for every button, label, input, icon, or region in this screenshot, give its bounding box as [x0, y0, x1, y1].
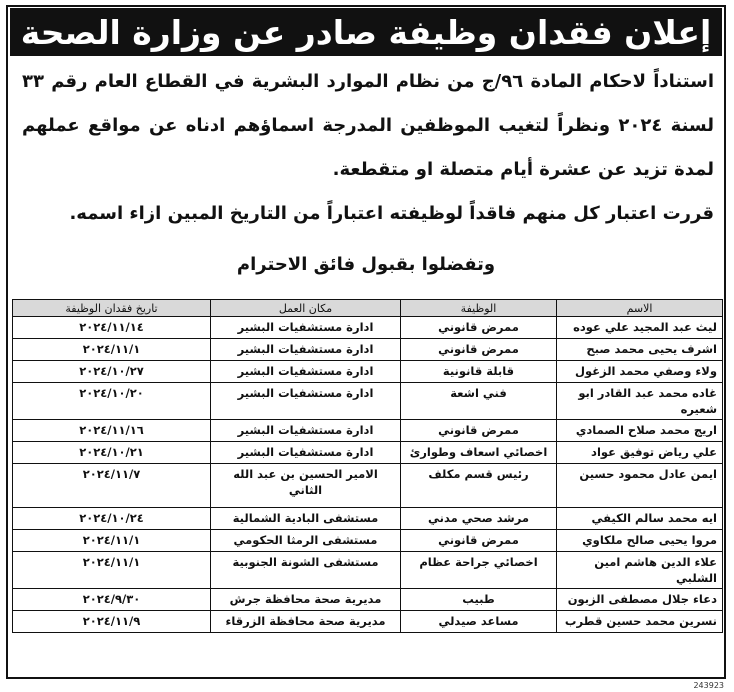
table-row: [13, 383, 723, 420]
table-row: [13, 420, 723, 442]
header-name: الاسم: [557, 300, 723, 317]
cell-name: اشرف يحيى محمد صبح: [557, 339, 723, 361]
cell-name: علي رياض توفيق عواد: [557, 442, 723, 464]
cell-workplace: مستشفى الرمثا الحكومي: [211, 530, 401, 552]
cell-workplace: ادارة مستشفيات البشير: [211, 442, 401, 464]
cell-job: اخصائي جراحة عظام: [401, 552, 557, 589]
cell-loss-date: ٢٠٢٤/١١/٩: [13, 611, 211, 633]
header-job: الوظيفة: [401, 300, 557, 317]
cell-job: فني اشعة: [401, 383, 557, 420]
cell-workplace: مديرية صحة محافظة الزرقاء: [211, 611, 401, 633]
cell-job: مرشد صحي مدني: [401, 508, 557, 530]
cell-job: ممرض قانوني: [401, 420, 557, 442]
cell-loss-date: ٢٠٢٤/١٠/٢٧: [13, 361, 211, 383]
cell-job: قابلة قانونية: [401, 361, 557, 383]
table-row: [13, 361, 723, 383]
header-workplace: مكان العمل: [211, 300, 401, 317]
table-row: [13, 530, 723, 552]
cell-loss-date: ٢٠٢٤/١٠/٢٤: [13, 508, 211, 530]
cell-job: ممرض قانوني: [401, 317, 557, 339]
reference-number: 243923: [693, 681, 724, 690]
cell-workplace: مستشفى البادية الشمالية: [211, 508, 401, 530]
title-bar: [10, 8, 722, 56]
cell-name: مروا يحيى صالح ملكاوي: [557, 530, 723, 552]
employees-table: [12, 299, 723, 633]
cell-name: ايمن عادل محمود حسين: [557, 464, 723, 508]
table-row: [13, 339, 723, 361]
table-row: [13, 442, 723, 464]
closing-line: وتفضلوا بقبول فائق الاحترام: [236, 254, 496, 275]
announcement-title: إعلان فقدان وظيفة صادر عن وزارة الصحة: [20, 12, 712, 52]
cell-loss-date: ٢٠٢٤/١٠/٢١: [13, 442, 211, 464]
cell-workplace: ادارة مستشفيات البشير: [211, 339, 401, 361]
cell-job: طبيب: [401, 589, 557, 611]
cell-loss-date: ٢٠٢٤/١١/١٦: [13, 420, 211, 442]
cell-job: رئيس قسم مكلف: [401, 464, 557, 508]
body-paragraph-1: استناداً لاحكام المادة ٩٦/ج من نظام الموارد البشرية في القطاع العام رقم ٣٣ لسنة ٢٠٢٤ ونظراً لتغيب الموظفين المدرجة اسماؤهم ادناه عن مواقع عملهم لمدة تزيد عن عشرة أيام متصلة او متقطعة.: [22, 71, 715, 180]
body-paragraph-2: قررت اعتبار كل منهم فاقداً لوظيفته اعتباراً من التاريخ المبين ازاء اسمه.: [69, 203, 714, 224]
cell-workplace: ادارة مستشفيات البشير: [211, 420, 401, 442]
cell-name: ولاء وصفي محمد الزغول: [557, 361, 723, 383]
table-row: [13, 464, 723, 508]
cell-job: ممرض قانوني: [401, 530, 557, 552]
header-loss-date: تاريخ فقدان الوظيفة: [13, 300, 211, 317]
cell-name: ليث عبد المجيد علي عوده: [557, 317, 723, 339]
table-header-row: [13, 300, 723, 317]
cell-loss-date: ٢٠٢٤/١١/١: [13, 530, 211, 552]
cell-job: مساعد صيدلي: [401, 611, 557, 633]
cell-loss-date: ٢٠٢٤/١١/١: [13, 552, 211, 589]
cell-loss-date: ٢٠٢٤/٩/٣٠: [13, 589, 211, 611]
cell-name: دعاء جلال مصطفى الزبون: [557, 589, 723, 611]
cell-workplace: مستشفى الشونة الجنوبية: [211, 552, 401, 589]
cell-workplace: ادارة مستشفيات البشير: [211, 361, 401, 383]
table-row: [13, 508, 723, 530]
cell-name: نسرين محمد حسين قطرب: [557, 611, 723, 633]
cell-workplace: ادارة مستشفيات البشير: [211, 317, 401, 339]
table-row: [13, 317, 723, 339]
cell-job: اخصائي اسعاف وطوارئ: [401, 442, 557, 464]
table-row: [13, 552, 723, 589]
cell-workplace: ادارة مستشفيات البشير: [211, 383, 401, 420]
cell-loss-date: ٢٠٢٤/١٠/٢٠: [13, 383, 211, 420]
table-row: [13, 589, 723, 611]
cell-workplace: الامير الحسين بن عبد الله الثاني: [211, 464, 401, 508]
cell-name: اريج محمد صلاح الصمادي: [557, 420, 723, 442]
cell-workplace: مديرية صحة محافظة جرش: [211, 589, 401, 611]
table-row: [13, 611, 723, 633]
announcement-body: [22, 60, 714, 236]
cell-name: ايه محمد سالم الكيفي: [557, 508, 723, 530]
cell-name: علاء الدين هاشم امين الشلبي: [557, 552, 723, 589]
cell-name: غاده محمد عبد القادر ابو شعيره: [557, 383, 723, 420]
cell-loss-date: ٢٠٢٤/١١/١: [13, 339, 211, 361]
cell-job: ممرض قانوني: [401, 339, 557, 361]
cell-loss-date: ٢٠٢٤/١١/٧: [13, 464, 211, 508]
cell-loss-date: ٢٠٢٤/١١/١٤: [13, 317, 211, 339]
